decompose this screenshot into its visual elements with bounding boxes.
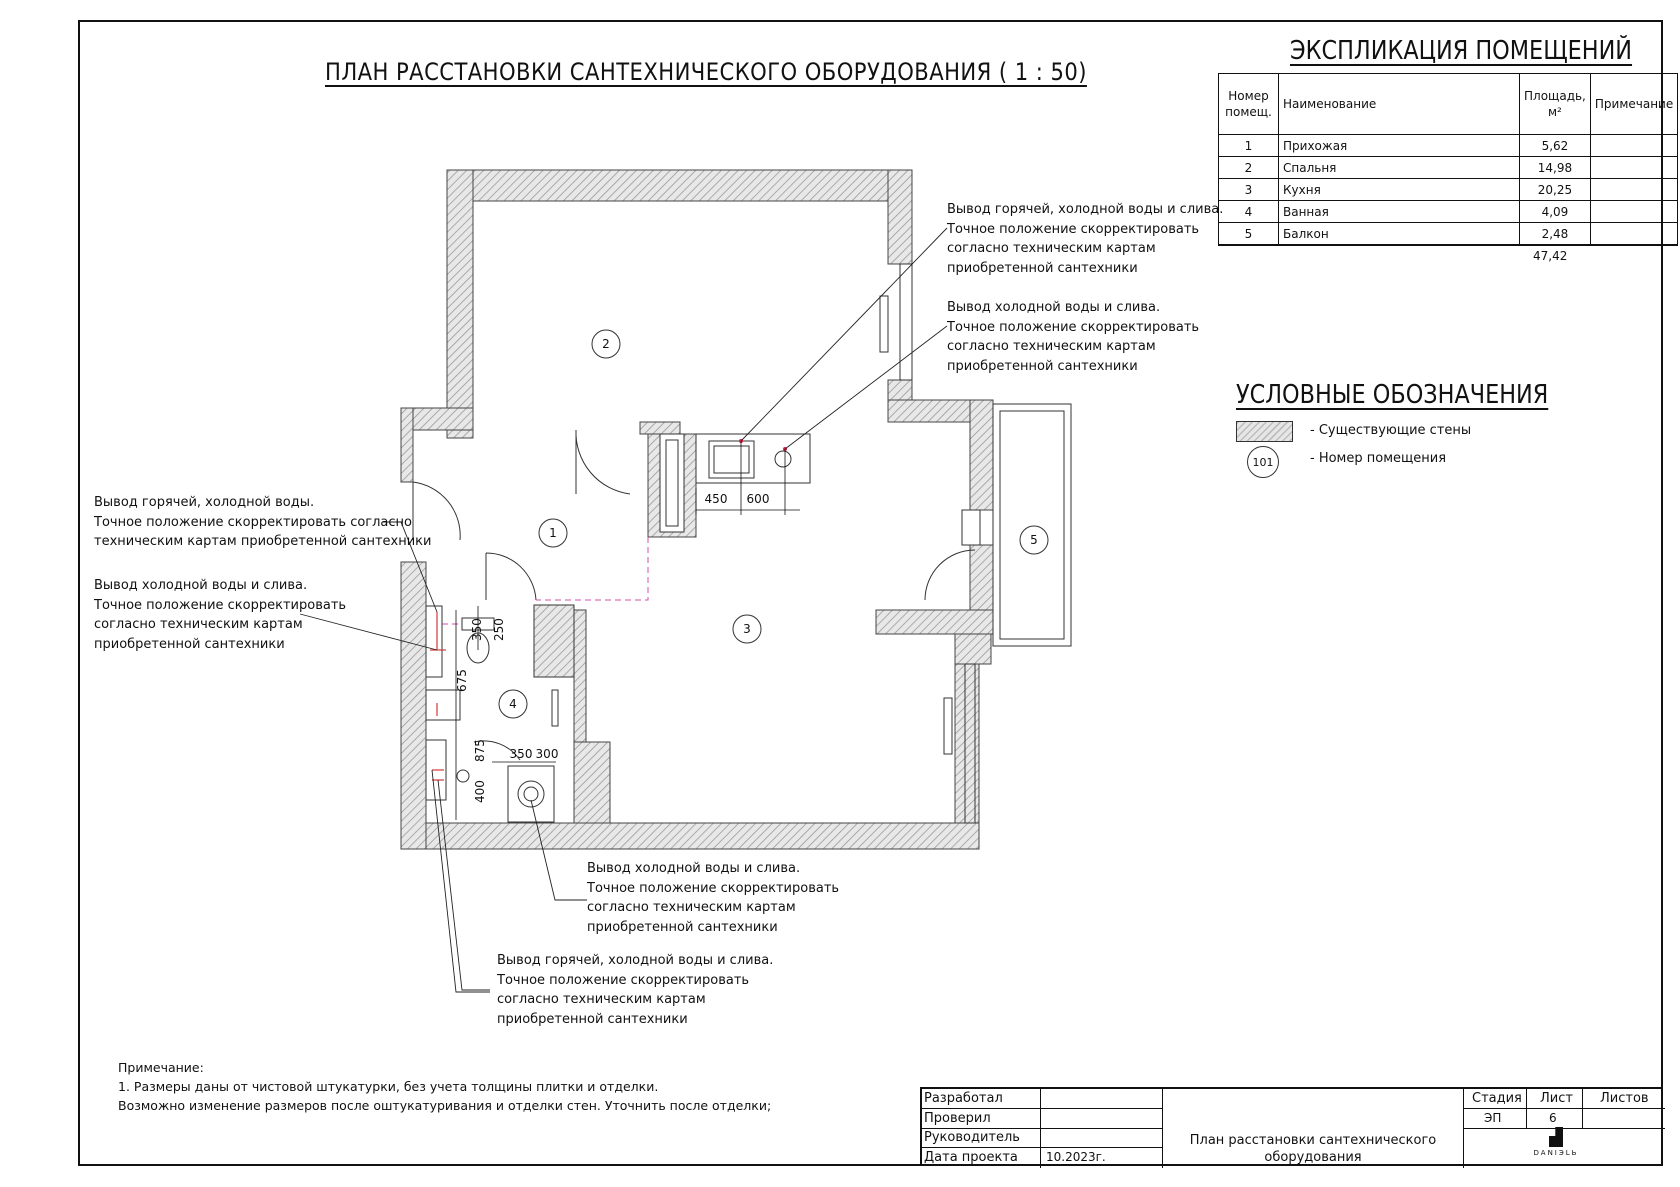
balcony-glazing-inner: [1000, 411, 1064, 639]
balcony-glazing: [993, 404, 1071, 646]
washer-drum-inner: [524, 787, 538, 801]
note-bath-hot-cold: [94, 493, 431, 552]
stamp-sheet-value: 6: [1549, 1111, 1557, 1125]
drawing-footnote: [118, 1058, 771, 1115]
dim-bath-400: 400: [473, 780, 487, 803]
legend-title: УСЛОВНЫЕ ОБОЗНАЧЕНИЯ: [1236, 380, 1549, 410]
fridge-inner: [666, 440, 678, 526]
wall-segment: [970, 400, 993, 510]
note-line: Точное положение скорректировать: [497, 972, 750, 988]
note-line: Точное положение скорректировать: [947, 221, 1200, 237]
stamp-rule: [922, 1108, 1162, 1109]
logo-text: DANIЭLЬ: [1533, 1149, 1579, 1157]
wall-segment: [401, 823, 979, 849]
room-name: Балкон: [1279, 223, 1520, 246]
note-line: Точное положение скорректировать: [587, 880, 840, 896]
shelf-icon: [426, 606, 442, 677]
note-line: техническим картам приобретенной сантехники: [94, 534, 432, 549]
sink-bowl: [714, 446, 749, 473]
stamp-stage-value: ЭП: [1484, 1111, 1502, 1125]
wall-segment: [970, 545, 993, 610]
total-area: 47,42: [1533, 249, 1568, 263]
header-note: Примечание: [1590, 74, 1677, 135]
note-line: Точное положение скорректировать: [947, 319, 1200, 335]
note-line: Вывод горячей, холодной воды и слива.: [497, 953, 774, 968]
door-swing: [576, 430, 630, 494]
dim-bath-350-horizontal: 350: [509, 747, 533, 761]
dim-bath-675: 675: [455, 669, 469, 692]
room-marker-3: 3: [743, 622, 751, 636]
dim-bath-875: 875: [473, 739, 487, 762]
room-name: Кухня: [1279, 179, 1520, 201]
wall-segment: [876, 610, 993, 634]
radiator: [552, 690, 558, 726]
stamp-date-value: 10.2023г.: [1046, 1150, 1106, 1164]
room-area: 5,62: [1520, 135, 1591, 157]
header-area: Площадь, м²: [1520, 74, 1591, 135]
window-handle: [944, 698, 952, 754]
room-number-marker: 101: [1247, 446, 1279, 478]
room-number: 4: [1219, 201, 1279, 223]
room-area: 14,98: [1520, 157, 1591, 179]
note-line: согласно техническим картам: [947, 241, 1156, 256]
stamp-sheet-title: План расстановки сантехнического оборудования: [1189, 1133, 1437, 1165]
room-number: 2: [1219, 157, 1279, 179]
note-line: согласно техническим картам: [587, 900, 796, 915]
note-line: приобретенной сантехники: [947, 358, 1138, 374]
dim-kitchen-600: 600: [746, 492, 770, 506]
legend-room-label: - Номер помещения: [1310, 451, 1447, 466]
room-marker-2: 2: [602, 337, 610, 351]
stamp-stage-label: Стадия: [1472, 1091, 1522, 1106]
note-line: приобретенной сантехники: [947, 260, 1138, 276]
dim-bath-300: 300: [535, 747, 559, 761]
wall-segment: [574, 610, 586, 742]
wall-segment: [574, 742, 610, 823]
company-logo: [1533, 1127, 1579, 1157]
wall-segment: [888, 170, 912, 264]
floor-drain-icon: [457, 770, 469, 782]
room-number: 1: [1219, 135, 1279, 157]
stamp-developed: Разработал: [924, 1091, 1003, 1106]
stamp-rule: [1040, 1089, 1041, 1168]
wall-segment: [447, 170, 912, 201]
room-name: Ванная: [1279, 201, 1520, 223]
wall-segment: [401, 562, 426, 849]
room-name: Прихожая: [1279, 135, 1520, 157]
kitchen-fixtures: [660, 434, 810, 532]
footnote-line: Возможно изменение размеров после оштукатуривания и отделки стен. Уточнить после отделки;: [118, 1098, 772, 1113]
stamp-manager: Руководитель: [924, 1130, 1020, 1145]
wall-segment: [534, 605, 574, 677]
stamp-rule: [922, 1147, 1162, 1148]
note-line: Точное положение скорректировать: [94, 597, 347, 613]
dim-bath-350-vertical: 350: [470, 618, 484, 641]
note-line: приобретенной сантехники: [587, 919, 778, 935]
window-handle: [880, 296, 888, 352]
note-line: приобретенной сантехники: [497, 1011, 688, 1027]
leader-line: [438, 780, 490, 990]
stamp-checked: Проверил: [924, 1111, 991, 1126]
room-area: 20,25: [1520, 179, 1591, 201]
header-name: Наименование: [1279, 74, 1520, 135]
drawing-title: ПЛАН РАССТАНОВКИ САНТЕХНИЧЕСКОГО ОБОРУДОВАНИЯ ( 1 : 50): [325, 58, 1087, 86]
note-line: Вывод холодной воды и слива.: [94, 578, 308, 593]
note-line: согласно техническим картам: [947, 339, 1156, 354]
stamp-project-date: Дата проекта: [924, 1150, 1018, 1165]
note-line: Вывод холодной воды и слива.: [587, 861, 801, 876]
note-line: Вывод горячей, холодной воды.: [94, 495, 315, 510]
room-marker-5: 5: [1030, 533, 1038, 547]
room-marker-1: 1: [549, 526, 557, 540]
note-line: согласно техническим картам: [94, 617, 303, 632]
washbasin-icon: [426, 690, 460, 720]
wall-segment: [955, 634, 991, 664]
note-line: приобретенной сантехники: [94, 636, 285, 652]
wall-segment: [447, 170, 473, 438]
dimension-labels: [455, 492, 769, 803]
note-kitchen-hot-cold-drain: [947, 200, 1223, 278]
note-line: согласно техническим картам: [497, 992, 706, 1007]
note-line: Точное положение скорректировать согласно: [94, 514, 412, 530]
wall-segment: [401, 408, 413, 482]
footnote-heading: Примечание:: [118, 1060, 204, 1075]
room-area: 2,48: [1520, 223, 1591, 246]
note-line: Вывод горячей, холодной воды и слива.: [947, 202, 1224, 217]
note-bath-cold-drain: [94, 576, 346, 654]
room-number: 5: [1219, 223, 1279, 246]
balcony-door-frame: [962, 510, 980, 545]
stamp-sheets-label: Листов: [1600, 1091, 1649, 1106]
dim-kitchen-450: 450: [704, 492, 728, 506]
footnote-line: 1. Размеры даны от чистовой штукатурки, без учета толщины плитки и отделки.: [118, 1079, 659, 1094]
dishwasher-icon: [775, 451, 791, 467]
note-kitchen-cold-drain: [947, 298, 1199, 376]
wall-segment: [640, 422, 680, 434]
leader-line: [785, 326, 947, 449]
stamp-sheet-label: Лист: [1540, 1091, 1573, 1106]
logo-mark-icon: [1549, 1127, 1563, 1147]
stamp-rule: [1582, 1089, 1583, 1128]
stamp-rule: [922, 1128, 1162, 1129]
stamp-rule: [1162, 1089, 1163, 1168]
dim-bath-250: 250: [492, 618, 506, 641]
stamp-rule: [1463, 1108, 1665, 1109]
room-area: 4,09: [1520, 201, 1591, 223]
note-sink-hot-cold-drain: [497, 951, 773, 1029]
legend-walls-label: - Существующие стены: [1310, 423, 1472, 438]
stamp-rule: [1526, 1089, 1527, 1128]
window: [900, 264, 912, 380]
room-marker-4: 4: [509, 697, 517, 711]
explication-title: ЭКСПЛИКАЦИЯ ПОМЕЩЕНИЙ: [1290, 36, 1633, 66]
door-swing: [925, 550, 975, 600]
header-number: Номер помещ.: [1219, 74, 1279, 135]
note-line: Вывод холодной воды и слива.: [947, 300, 1161, 315]
room-number: 3: [1219, 179, 1279, 201]
room-name: Спальня: [1279, 157, 1520, 179]
note-washer-cold-drain: [587, 859, 839, 937]
door-swing: [486, 553, 536, 600]
